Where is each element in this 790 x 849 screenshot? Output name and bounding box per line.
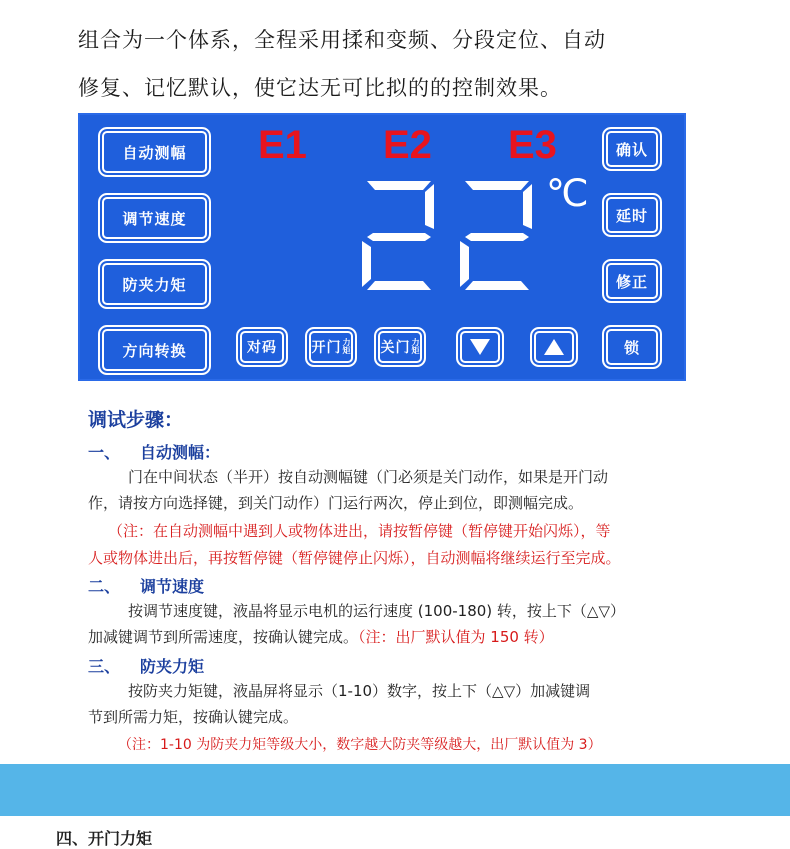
error-code-e2: E2	[383, 123, 432, 167]
section-1-title: 自动测幅：	[140, 443, 221, 462]
divider-band	[0, 764, 790, 816]
controller-panel	[78, 113, 686, 381]
section-4-heading-partial: 四、开门力矩	[56, 829, 153, 848]
error-code-e1: E1	[258, 123, 307, 167]
section-2-text-2: 加减键调节到所需速度，按确认键完成。	[88, 628, 359, 646]
section-3-note: （注：1-10 为防夹力矩等级大小，数字越大防夹等级越大，出厂默认值为 3）	[118, 737, 602, 753]
correct-button[interactable]: 修正	[602, 259, 662, 303]
close-torque-button[interactable]	[374, 327, 426, 367]
section-2-note: （注：出厂默认值为 150 转）	[358, 628, 554, 646]
delay-button[interactable]: 延时	[602, 193, 662, 237]
intro-line-1: 组合为一个体系，全程采用揉和变频、分段定位、自动	[78, 28, 606, 52]
steps-heading: 调试步骤：	[88, 409, 184, 431]
down-triangle-icon	[469, 338, 491, 356]
section-3-text-2: 节到所需力矩，按确认键完成。	[88, 708, 299, 726]
anti-pinch-button[interactable]: 防夹力矩	[98, 259, 211, 309]
section-2-text-1: 按调节速度键，液晶将显示电机的运行速度 (100-180) 转，按上下（△▽）	[128, 602, 625, 620]
section-1-text-1: 门在中间状态（半开）按自动测幅键（门必须是关门动作，如果是开门动	[128, 468, 609, 486]
down-button[interactable]	[456, 327, 504, 367]
open-torque-button[interactable]	[305, 327, 357, 367]
confirm-button[interactable]: 确认	[602, 127, 662, 171]
lock-button[interactable]: 锁	[602, 325, 662, 369]
section-2-number: 二、	[88, 577, 121, 596]
display-digits-graphic	[353, 175, 543, 295]
error-code-e3: E3	[508, 123, 557, 167]
pair-button-label: 对码	[247, 340, 277, 356]
seven-segment-display	[353, 175, 543, 299]
section-2-title: 调节速度	[140, 577, 205, 596]
speed-adjust-button[interactable]: 调节速度	[98, 193, 211, 243]
section-3-title: 防夹力矩	[140, 657, 205, 676]
up-button[interactable]	[530, 327, 578, 367]
section-3-heading	[88, 654, 204, 677]
open-torque-sup: 力矩	[342, 338, 352, 355]
section-1-heading	[88, 440, 220, 463]
auto-measure-button[interactable]: 自动测幅	[98, 127, 211, 177]
open-torque-label: 开门	[311, 340, 342, 356]
close-torque-label: 关门	[380, 340, 411, 356]
direction-switch-button[interactable]: 方向转换	[98, 325, 211, 375]
up-triangle-icon	[543, 338, 565, 356]
section-1-text-2: 作，请按方向选择键，到关门动作）门运行两次，停止到位，即测幅完成。	[88, 494, 584, 512]
intro-line-2: 修复、记忆默认，使它达无可比拟的的控制效果。	[78, 76, 562, 100]
section-3-text-1: 按防夹力矩键，液晶屏将显示（1-10）数字，按上下（△▽）加减键调	[128, 682, 591, 700]
section-2-heading	[88, 574, 204, 597]
section-1-number: 一、	[88, 443, 121, 462]
section-1-note-1: （注：在自动测幅中遇到人或物体进出，请按暂停键（暂停键开始闪烁），等	[108, 522, 611, 540]
celsius-unit: ℃	[546, 173, 589, 215]
section-1-note-2: 人或物体进出后，再按暂停键（暂停键停止闪烁），自动测幅将继续运行至完成。	[88, 549, 621, 567]
section-3-number: 三、	[88, 657, 121, 676]
pair-button[interactable]	[236, 327, 288, 367]
close-torque-sup: 力矩	[411, 338, 421, 355]
section-2-text-2-line	[88, 626, 554, 647]
